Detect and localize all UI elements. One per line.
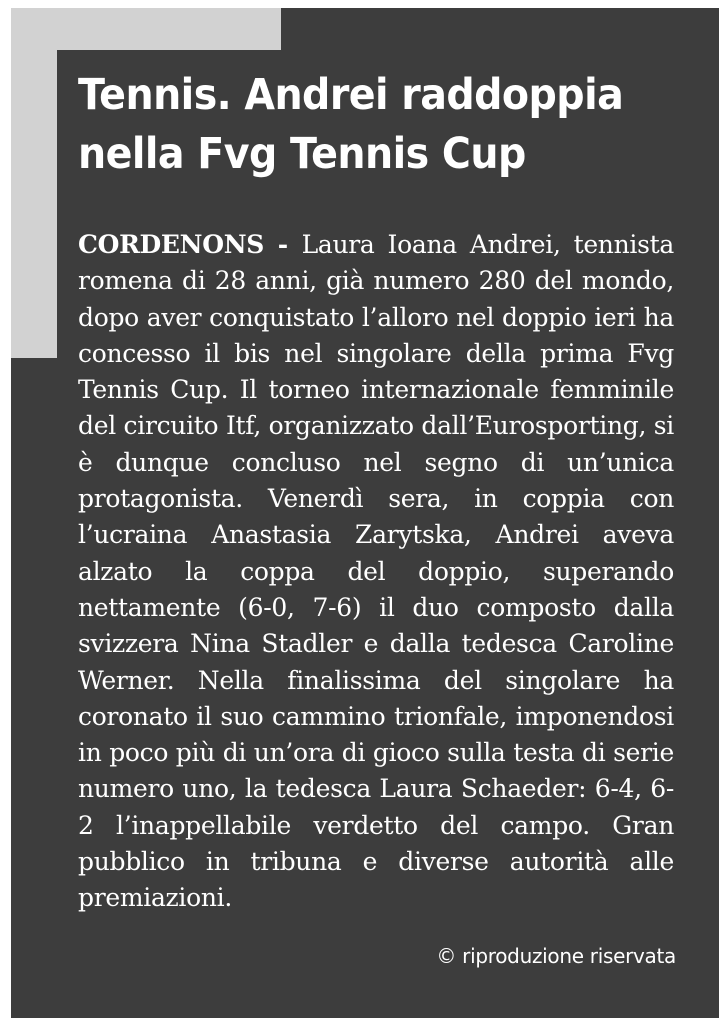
article-text: Laura Ioana Andrei, tennista romena di 28 anni, già numero 280 del mondo, dopo aver conquistato l’alloro nel doppio ieri ha concesso il bis nel singolare della prima Fvg Tennis Cup. Il torneo internazionale femminile del circuito Itf, organizzato dall’Eurosporting, si è dunque concluso nel segno di un’unica protagonista. Venerdì sera, in coppia con l’ucraina Anastasia Zarytska, Andrei aveva alzato la coppa del doppio, superando nettamente (6-0, 7-6) il duo composto dalla svizzera Nina Stadler e dalla tedesca Caroline Werner. Nella finalissima del singolare ha coronato il suo cammino trionfale, imponendosi in poco più di un’ora di gioco sulla testa di serie numero uno, la tedesca Laura Schaeder: 6-4, 6-2 l’inappellabile verdetto del campo. Gran pubblico in tribuna e diverse autorità alle premiazioni. [78, 230, 674, 913]
article-dateline: CORDENONS - [78, 230, 302, 259]
article-headline: Tennis. Andrei raddoppia nella Fvg Tennis Cup [78, 70, 624, 179]
copyright-notice: © riproduzione riservata [436, 944, 676, 968]
article-body [78, 227, 674, 917]
